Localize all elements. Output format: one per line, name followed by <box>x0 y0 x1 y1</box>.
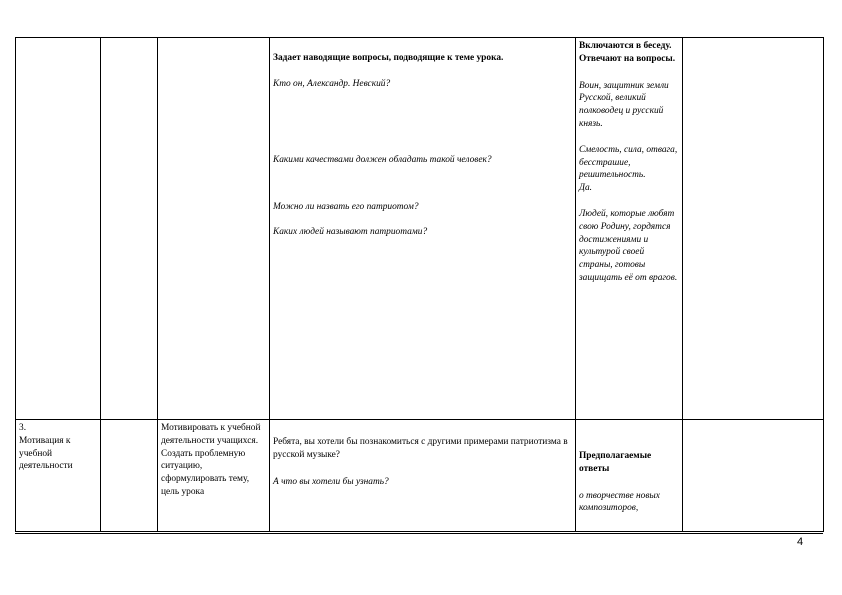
student-answer: Людей, которые любят свою Родину, гордятся достижениями и культурой своей страны, готовы защищать её от врагов. <box>579 208 678 283</box>
teacher-instruction: Задает наводящие вопросы, подводящие к теме урока. <box>273 53 504 63</box>
teacher-question: Какими качествами должен обладать такой человек? <box>273 154 492 165</box>
notes-cell <box>683 38 824 420</box>
teacher-question: Кто он, Александр. Невский? <box>273 78 391 89</box>
page-number: 4 <box>797 536 804 548</box>
student-answer: Воин, защитник земли Русской, великий полководец и русский князь. <box>579 80 669 129</box>
student-answer: Смелость, сила, отвага, бесстрашие, решительность. <box>579 144 678 181</box>
student-answer: о творчестве новых композиторов, <box>579 490 660 514</box>
stage-cell: 3. Мотивация к учебной деятельности <box>16 420 101 532</box>
time-cell <box>101 38 158 420</box>
student-activity: Включаются в беседу. Отвечают на вопросы. <box>579 41 676 64</box>
teacher-question: Каких людей называют патриотами? <box>273 227 428 238</box>
goals-cell <box>158 38 270 420</box>
teacher-question: А что вы хотели бы узнать? <box>273 476 389 487</box>
stage-cell <box>16 38 101 420</box>
time-cell <box>101 420 158 532</box>
teacher-question: Ребята, вы хотели бы познакомиться с другими примерами патриотизма в русской музыке? <box>273 437 568 460</box>
footer-rule <box>15 533 823 534</box>
table-row <box>16 420 824 532</box>
goals-cell: Мотивировать к учебной деятельности учащихся. Создать проблемную ситуацию, сформулировать тему, цель урока <box>158 420 270 532</box>
lesson-plan-table <box>15 37 824 532</box>
teacher-question: Можно ли назвать его патриотом? <box>273 202 419 213</box>
notes-cell <box>683 420 824 532</box>
table-row <box>16 38 824 420</box>
student-activity-cell <box>576 38 683 420</box>
student-answer: Да. <box>579 183 592 194</box>
student-activity-cell <box>576 420 683 532</box>
teacher-activity-cell <box>270 420 576 532</box>
student-activity: Предполагаемые ответы <box>579 451 652 474</box>
teacher-activity-cell <box>270 38 576 420</box>
